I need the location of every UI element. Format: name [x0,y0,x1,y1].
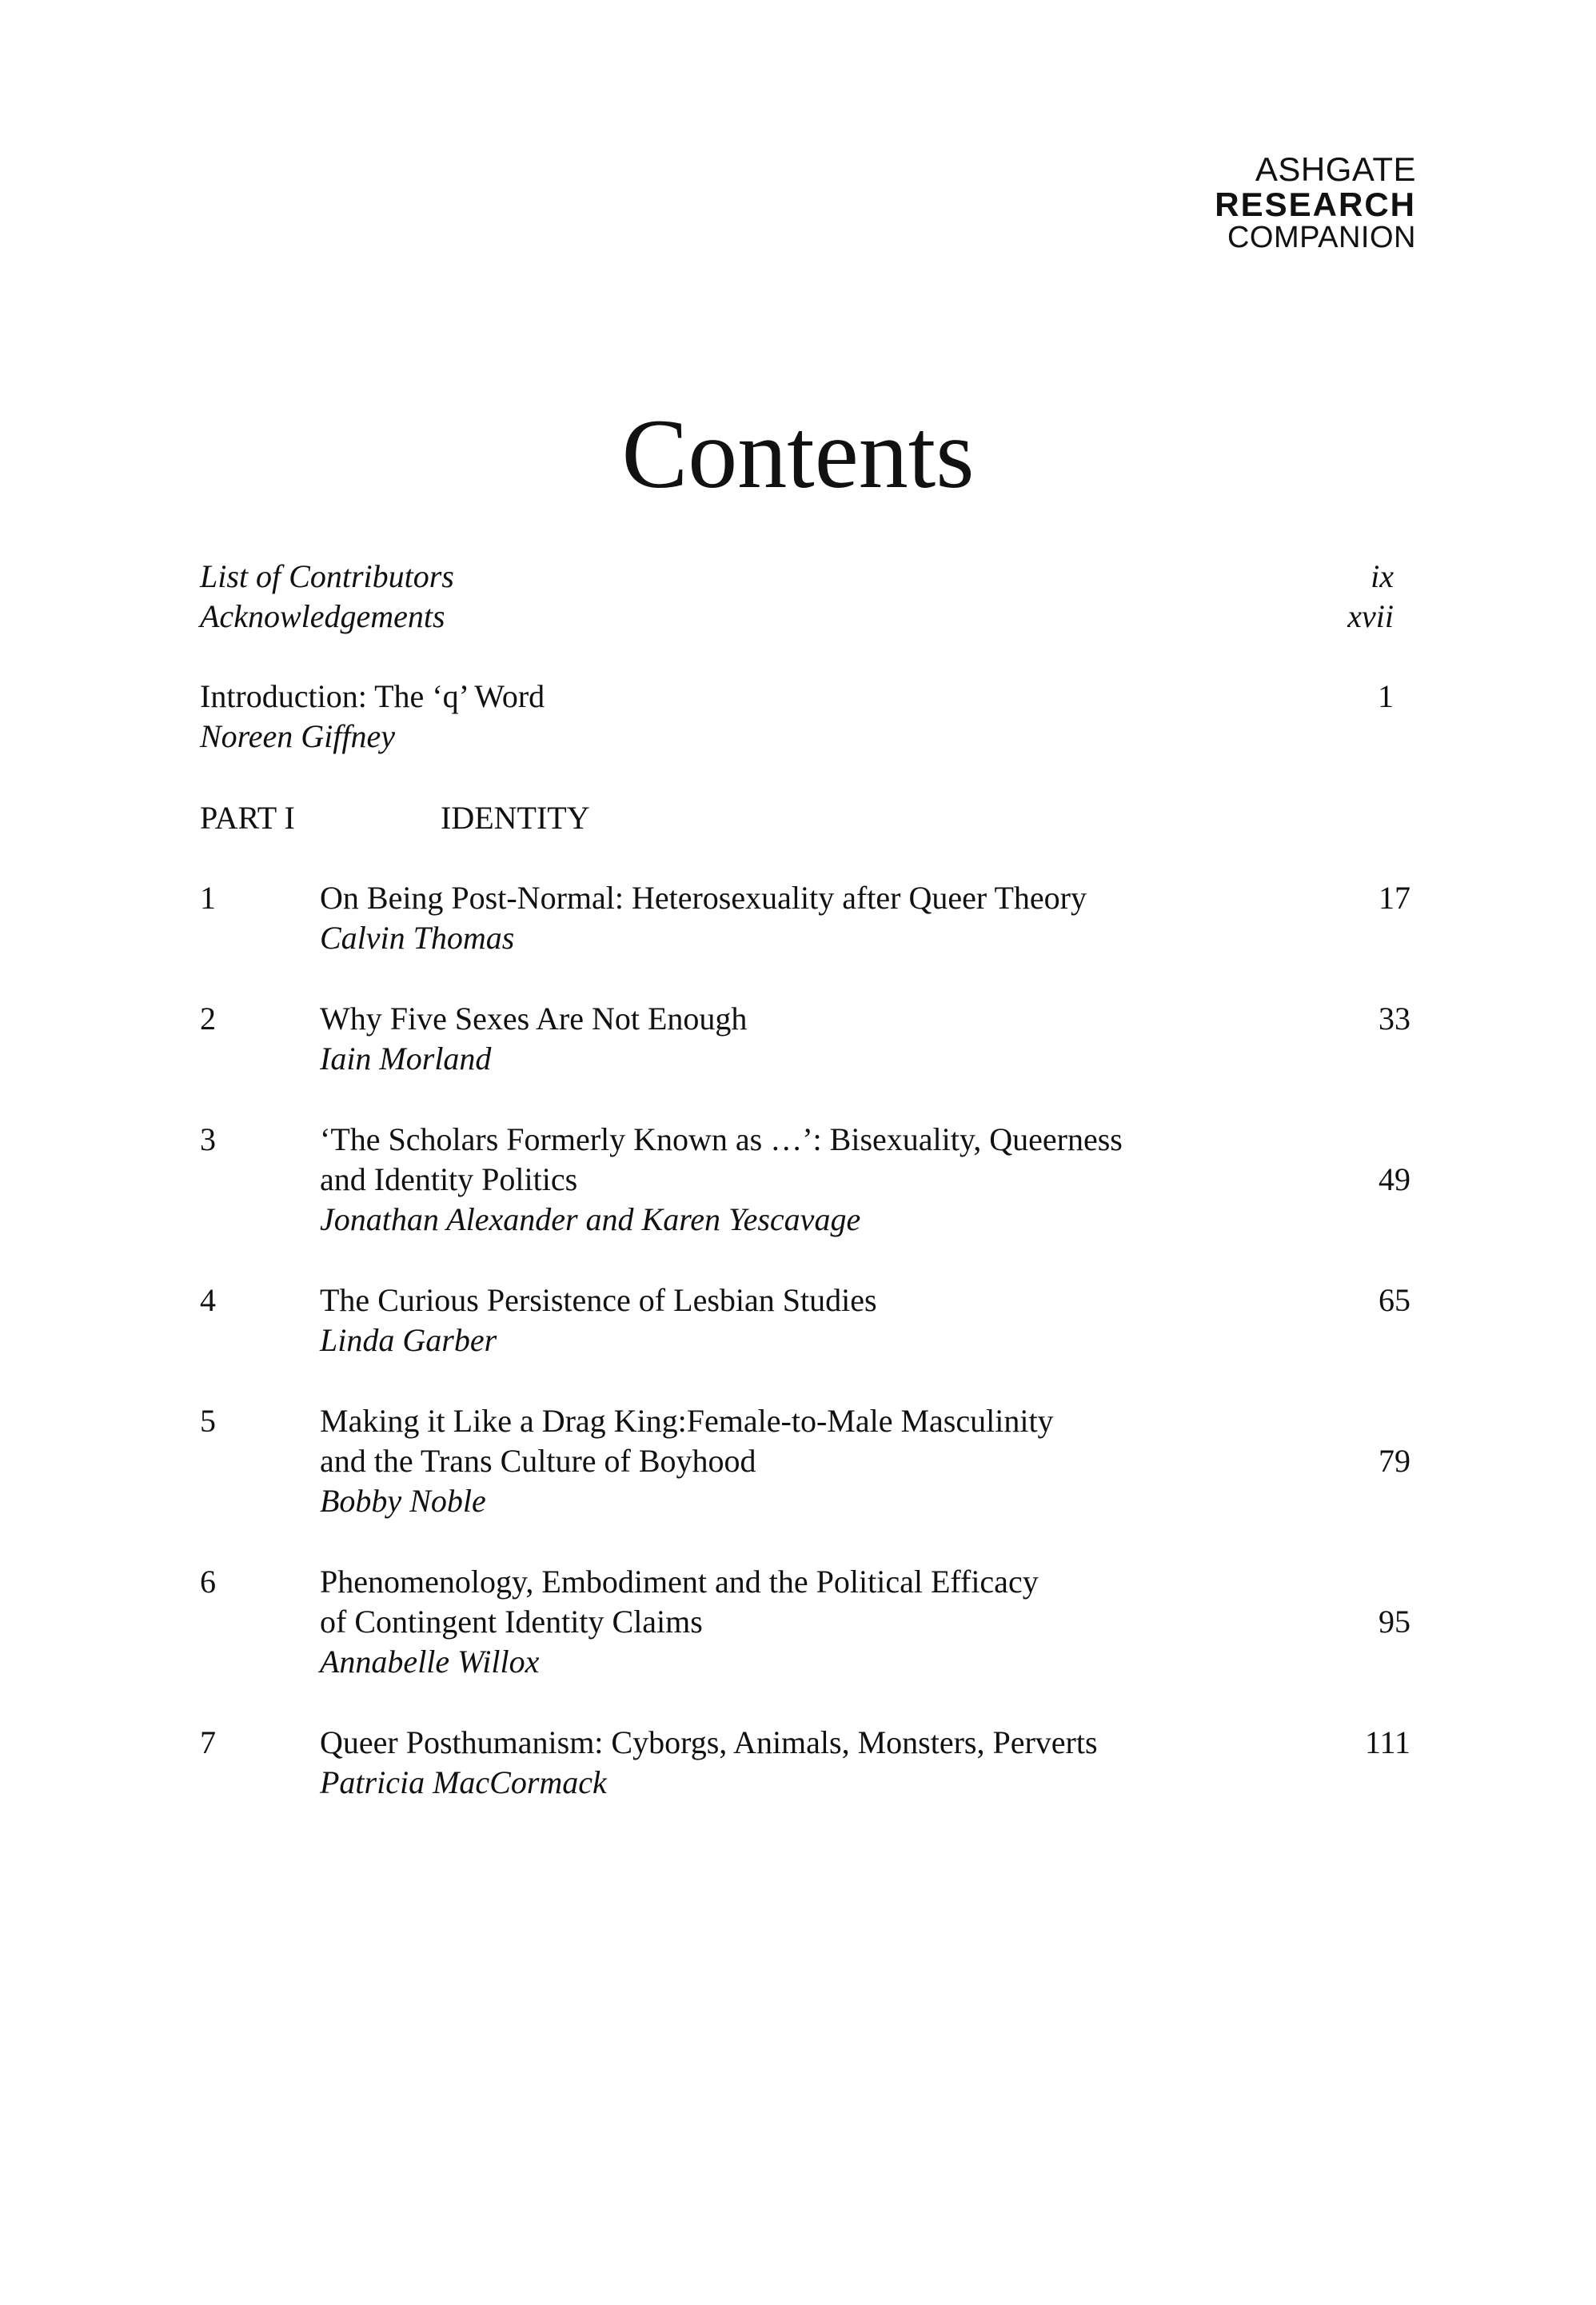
brand-logo [1215,152,1416,254]
chapter-title: Queer Posthumanism: Cyborgs, Animals, Monsters, Perverts [320,1724,1098,1760]
chapter-number: 3 [200,1121,216,1157]
chapter-page: 49 [1379,1161,1410,1197]
front-matter-title: List of Contributors [200,558,454,594]
front-matter-title: Acknowledgements [200,598,445,634]
chapter-number: 5 [200,1403,216,1439]
part-label: PART I [200,800,295,836]
introduction-author: Noreen Giffney [200,718,396,754]
chapter-title: Phenomenology, Embodiment and the Political Efficacy [320,1564,1039,1600]
chapter-page: 65 [1379,1282,1410,1318]
chapter-page: 17 [1379,880,1410,916]
chapter-page: 95 [1379,1604,1410,1640]
chapter-page: 111 [1364,1724,1410,1760]
chapter-number: 6 [200,1564,216,1600]
introduction-page: 1 [1378,678,1394,714]
front-matter-page: ix [1371,558,1394,594]
chapter-number: 4 [200,1282,216,1318]
chapter-author: Bobby Noble [320,1483,486,1519]
chapter-title: On Being Post-Normal: Heterosexuality after Queer Theory [320,880,1087,916]
chapter-number: 1 [200,880,216,916]
chapter-page: 33 [1379,1001,1410,1037]
chapter-author: Iain Morland [320,1041,492,1077]
chapter-author: Linda Garber [320,1322,497,1358]
chapter-title-continued: and the Trans Culture of Boyhood [320,1443,756,1479]
chapter-author: Jonathan Alexander and Karen Yescavage [320,1201,861,1237]
chapter-title-continued: and Identity Politics [320,1161,578,1197]
chapter-author: Annabelle Willox [320,1644,540,1680]
brand-line-2: RESEARCH [1215,186,1416,224]
brand-line-1: ASHGATE [1255,150,1416,188]
page-title: Contents [621,399,975,509]
chapter-title: The Curious Persistence of Lesbian Studies [320,1282,877,1318]
brand-line-3: COMPANION [1227,221,1416,255]
chapter-title: ‘The Scholars Formerly Known as …’: Bisexuality, Queerness [320,1121,1123,1157]
chapter-title: Making it Like a Drag King:Female-to-Male Masculinity [320,1403,1054,1439]
chapter-author: Patricia MacCormack [320,1764,607,1800]
part-name: IDENTITY [441,800,590,836]
chapter-title-continued: of Contingent Identity Claims [320,1604,703,1640]
chapter-number: 2 [200,1001,216,1037]
chapter-number: 7 [200,1724,216,1760]
front-matter-page: xvii [1347,598,1394,634]
chapter-page: 79 [1379,1443,1410,1479]
chapter-author: Calvin Thomas [320,920,515,956]
introduction-title: Introduction: The ‘q’ Word [200,678,545,714]
chapter-title: Why Five Sexes Are Not Enough [320,1001,748,1037]
